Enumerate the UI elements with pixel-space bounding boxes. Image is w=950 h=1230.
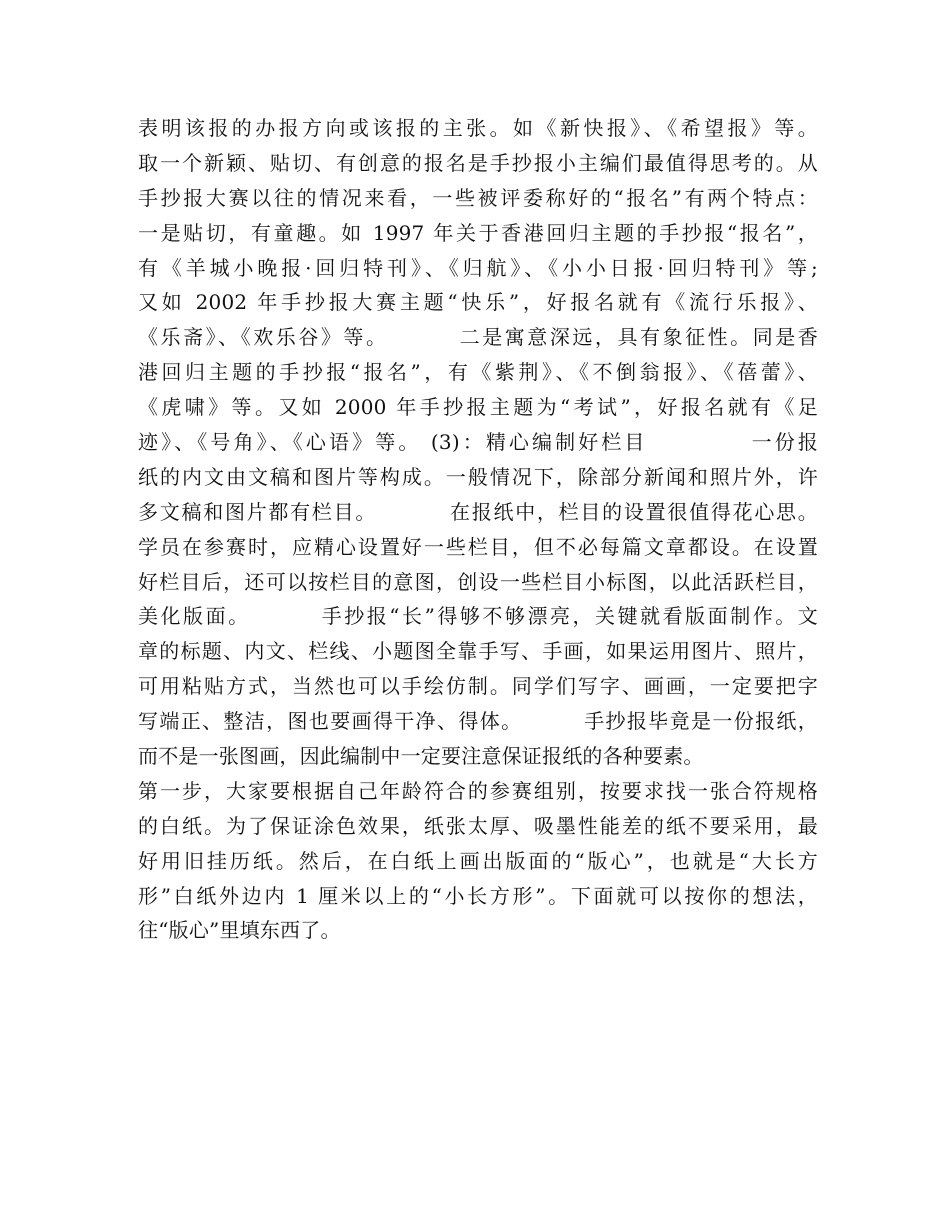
text-line: 纸的内文由文稿和图片等构成。一般情况下，除部分新闻和照片外，许 <box>138 464 818 489</box>
text-line: 而不是一张图画，因此编制中一定要注意保证报纸的各种要素。 <box>138 744 704 769</box>
text-line: 一是贴切，有童趣。如 1997 年关于香港回归主题的手抄报“报名”， <box>138 220 818 245</box>
text-line: 港回归主题的手抄报“报名”，有《紫荆》、《不倒翁报》、《蓓蕾》、 <box>138 360 818 385</box>
text-line: 形”白纸外边内 1 厘米以上的“小长方形”。下面就可以按你的想法， <box>138 883 818 908</box>
body-text <box>138 111 818 948</box>
text-line: 可用粘贴方式，当然也可以手绘仿制。同学们写字、画画，一定要把字 <box>138 674 818 699</box>
text-line: 学员在参赛时，应精心设置好一些栏目，但不必每篇文章都设。在设置 <box>138 534 818 559</box>
text-line: 好栏目后，还可以按栏目的意图，创设一些栏目小标图，以此活跃栏目， <box>138 569 818 594</box>
text-line: 第一步，大家要根据自己年龄符合的参赛组别，按要求找一张合符规格 <box>138 778 818 803</box>
text-line: 取一个新颖、贴切、有创意的报名是手抄报小主编们最值得思考的。从 <box>138 150 818 175</box>
text-line: 《虎啸》等。又如 2000 年手抄报主题为“考试”，好报名就有《足 <box>138 395 818 420</box>
text-line: 迹》、《号角》、《心语》等。 (3)：精心编制好栏目 一份报 <box>138 430 818 455</box>
text-line: 美化版面。 手抄报“长”得够不够漂亮，关键就看版面制作。文 <box>138 604 818 629</box>
text-line: 的白纸。为了保证涂色效果，纸张太厚、吸墨性能差的纸不要采用，最 <box>138 813 818 838</box>
text-line: 有《羊城小晚报·回归特刊》、《归航》、《小小日报·回归特刊》等; <box>138 255 818 280</box>
text-line: 《乐斋》、《欢乐谷》等。 二是寓意深远，具有象征性。同是香 <box>138 325 818 350</box>
text-line: 手抄报大赛以往的情况来看，一些被评委称好的“报名”有两个特点： <box>138 185 818 210</box>
text-line: 多文稿和图片都有栏目。 在报纸中，栏目的设置很值得花心思。 <box>138 499 818 524</box>
text-line: 写端正、整洁，图也要画得干净、得体。 手抄报毕竟是一份报纸， <box>138 709 818 734</box>
text-line: 往“版心”里填东西了。 <box>138 918 341 943</box>
text-line: 章的标题、内文、栏线、小题图全靠手写、手画，如果运用图片、照片， <box>138 639 818 664</box>
text-line: 好用旧挂历纸。然后，在白纸上画出版面的“版心”，也就是“大长方 <box>138 848 818 873</box>
text-line: 表明该报的办报方向或该报的主张。如《新快报》、《希望报》等。 <box>138 116 818 140</box>
text-line: 又如 2002 年手抄报大赛主题“快乐”，好报名就有《流行乐报》、 <box>138 290 818 315</box>
